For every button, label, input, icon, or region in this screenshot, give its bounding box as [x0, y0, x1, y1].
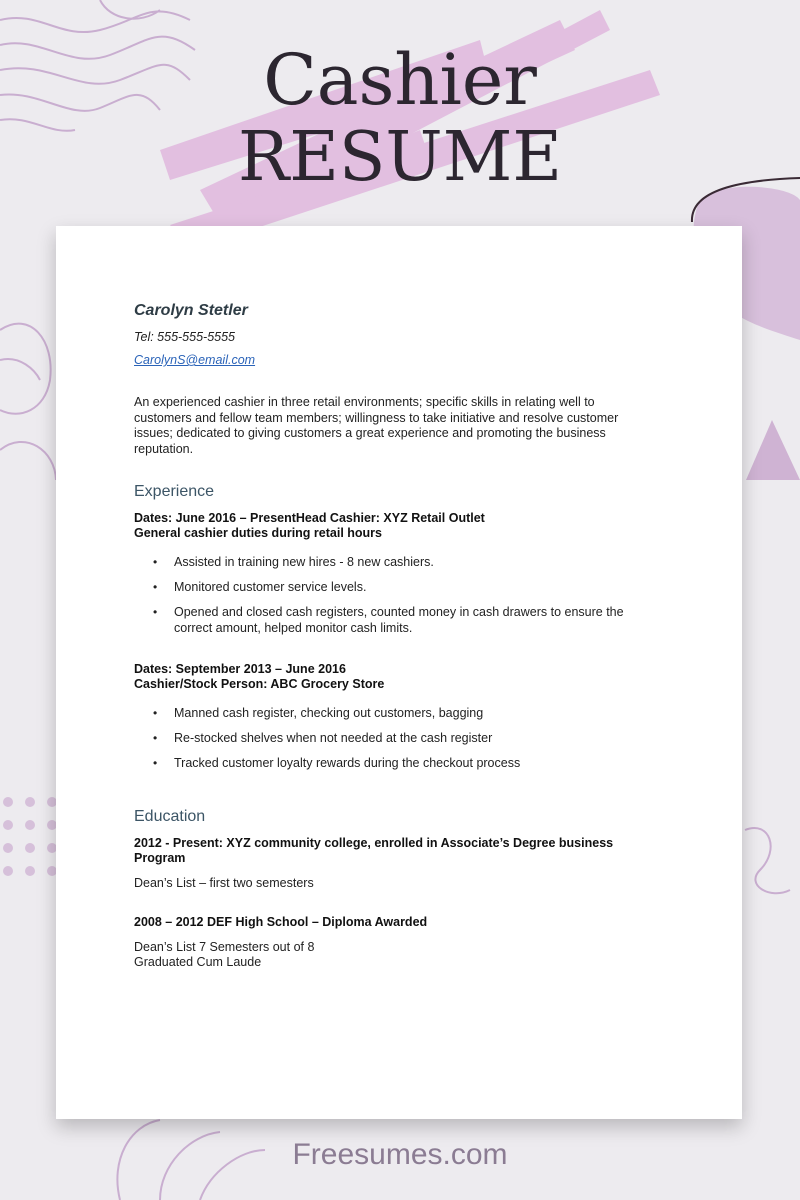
job-bullet-list	[134, 706, 654, 772]
dot-grid-decoration	[3, 797, 57, 876]
education-detail: Dean’s List – first two semesters	[134, 875, 314, 890]
summary-paragraph: An experienced cashier in three retail environments; specific skills in relating well to customers and fellow team members; willingness to take initiative and resolve customer issues; dedicated to giving customers a great experience and promoting the business reputation.	[134, 395, 619, 456]
candidate-name: Carolyn Stetler	[134, 302, 248, 319]
hero-title-resume: RESUME	[238, 118, 562, 197]
education-heading: Education	[134, 807, 206, 825]
job-dates: Dates: September 2013 – June 2016	[134, 662, 346, 676]
experience-heading: Experience	[134, 483, 215, 500]
list-item: • Opened and closed cash registers, counted money in cash drawers to ensure the correct amount, helped monitor cash limits.	[174, 605, 654, 636]
hero-title-cashier: Cashier	[263, 39, 537, 121]
education-title: 2008 – 2012 DEF High School – Diploma Awarded	[134, 915, 428, 929]
education-entry	[134, 836, 654, 892]
list-item: • Manned cash register, checking out customers, bagging	[174, 706, 654, 722]
list-item: • Tracked customer loyalty rewards during the checkout process	[174, 756, 654, 772]
email-link[interactable]: CarolynS@email.com	[134, 353, 256, 367]
resume-content	[134, 302, 654, 971]
job-entry	[134, 662, 654, 772]
job-title: Cashier/Stock Person: ABC Grocery Store	[134, 677, 385, 691]
list-item: • Assisted in training new hires - 8 new cashiers.	[174, 555, 654, 571]
job-bullet-list	[134, 555, 654, 636]
squiggle-decoration	[745, 828, 790, 893]
job-dates-title: Dates: June 2016 – PresentHead Cashier: XYZ Retail Outlet	[134, 511, 485, 525]
job-description: General cashier duties during retail hours	[134, 526, 382, 540]
education-title: 2012 - Present: XYZ community college, enrolled in Associate’s Degree business Program	[134, 835, 614, 865]
list-item: • Re-stocked shelves when not needed at the cash register	[174, 731, 654, 747]
list-item: • Monitored customer service levels.	[174, 580, 654, 596]
education-detail: Graduated Cum Laude	[134, 955, 262, 969]
resume-page	[56, 226, 742, 1119]
education-entry	[134, 915, 654, 971]
job-entry	[134, 511, 654, 636]
phone-number: Tel: 555-555-5555	[134, 330, 236, 344]
leaf-decoration	[0, 324, 56, 480]
footer-brand: Freesumes.com	[292, 1138, 508, 1171]
education-detail: Dean’s List 7 Semesters out of 8	[134, 939, 315, 954]
